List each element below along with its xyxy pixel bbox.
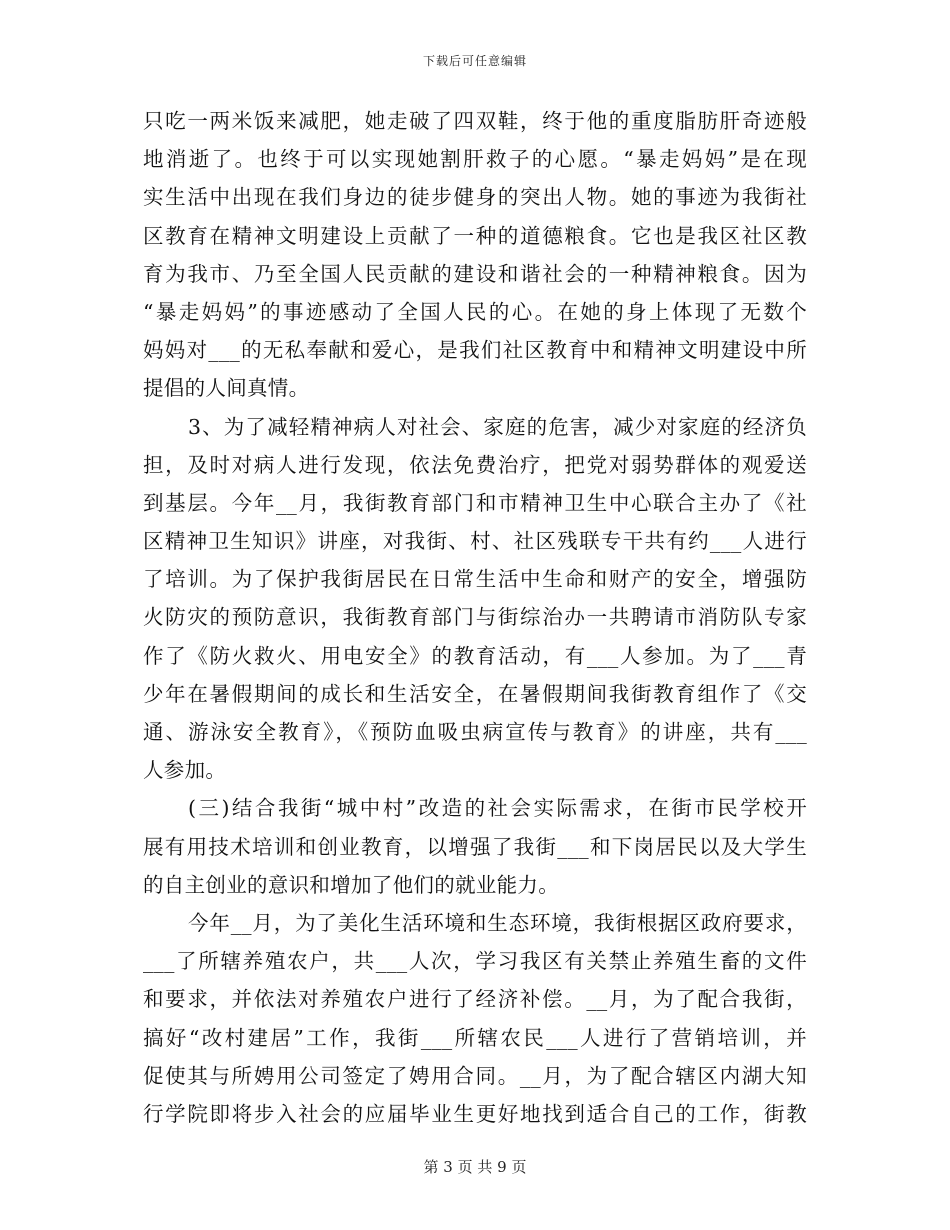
text-line: 展有用技术培训和创业教育，以增强了我街___和下岗居民以及大学生 (143, 834, 807, 859)
text-line: “暴走妈妈”的事迹感动了全国人民的心。在她的身上体现了无数个 (143, 299, 807, 324)
text-line: 3、为了减轻精神病人对社会、家庭的危害，减少对家庭的经济负 (188, 414, 807, 439)
text-line: 提倡的人间真情。 (143, 376, 310, 401)
text-line: (三)结合我街“城中村”改造的社会实际需求，在街市民学校开 (188, 796, 807, 821)
text-line: 区教育在精神文明建设上贡献了一种的道德粮食。它也是我区社区教 (143, 223, 807, 248)
text-line: 今年__月，为了美化生活环境和生态环境，我街根据区政府要求， (188, 910, 807, 935)
page-number: 第 3 页 共 9 页 (423, 1158, 527, 1176)
text-line: ___了所辖养殖农户，共___人次，学习我区有关禁止养殖生畜的文件 (143, 949, 807, 974)
text-line: 实生活中出现在我们身边的徒步健身的突出人物。她的事迹为我街社 (143, 185, 807, 210)
document-body (143, 102, 807, 1133)
text-line: 到基层。今年__月，我街教育部门和市精神卫生中心联合主办了《社 (143, 490, 807, 515)
text-line: 人参加。 (143, 758, 227, 783)
text-line: 担，及时对病人进行发现，依法免费治疗，把党对弱势群体的观爱送 (143, 452, 807, 477)
text-line: 行学院即将步入社会的应届毕业生更好地找到适合自己的工作，街教 (143, 1101, 807, 1126)
text-line: 少年在暑假期间的成长和生活安全，在暑假期间我街教育组作了《交 (143, 681, 807, 706)
text-line: 和要求，并依法对养殖农户进行了经济补偿。__月，为了配合我街， (143, 987, 807, 1012)
text-line: 了培训。为了保护我街居民在日常生活中生命和财产的安全，增强防 (143, 567, 807, 592)
text-line: 火防灾的预防意识，我街教育部门与街综治办一共聘请市消防队专家 (143, 605, 807, 630)
text-line: 妈妈对___的无私奉献和爱心，是我们社区教育中和精神文明建设中所 (143, 338, 807, 363)
text-line: 作了《防火救火、用电安全》的教育活动，有___人参加。为了___青 (143, 643, 807, 668)
page-header: 下载后可任意编辑 (422, 54, 527, 68)
text-line: 促使其与所娉用公司签定了娉用合同。__月，为了配合辖区内湖大知 (143, 1063, 807, 1088)
text-line: 育为我市、乃至全国人民贡献的建设和谐社会的一种精神粮食。因为 (143, 261, 807, 286)
text-line: 地消逝了。也终于可以实现她割肝救子的心愿。“暴走妈妈”是在现 (143, 147, 807, 172)
text-line: 区精神卫生知识》讲座，对我街、村、社区残联专干共有约___人进行 (143, 529, 807, 554)
text-line: 通、游泳安全教育》，《预防血吸虫病宣传与教育》的讲座，共有___ (143, 720, 807, 744)
text-line: 的自主创业的意识和增加了他们的就业能力。 (143, 872, 559, 897)
text-line: 搞好“改村建居”工作，我街___所辖农民___人进行了营销培训，并 (143, 1025, 807, 1050)
text-line: 只吃一两米饭来减肥，她走破了四双鞋，终于他的重度脂肪肝奇迹般 (143, 109, 807, 133)
